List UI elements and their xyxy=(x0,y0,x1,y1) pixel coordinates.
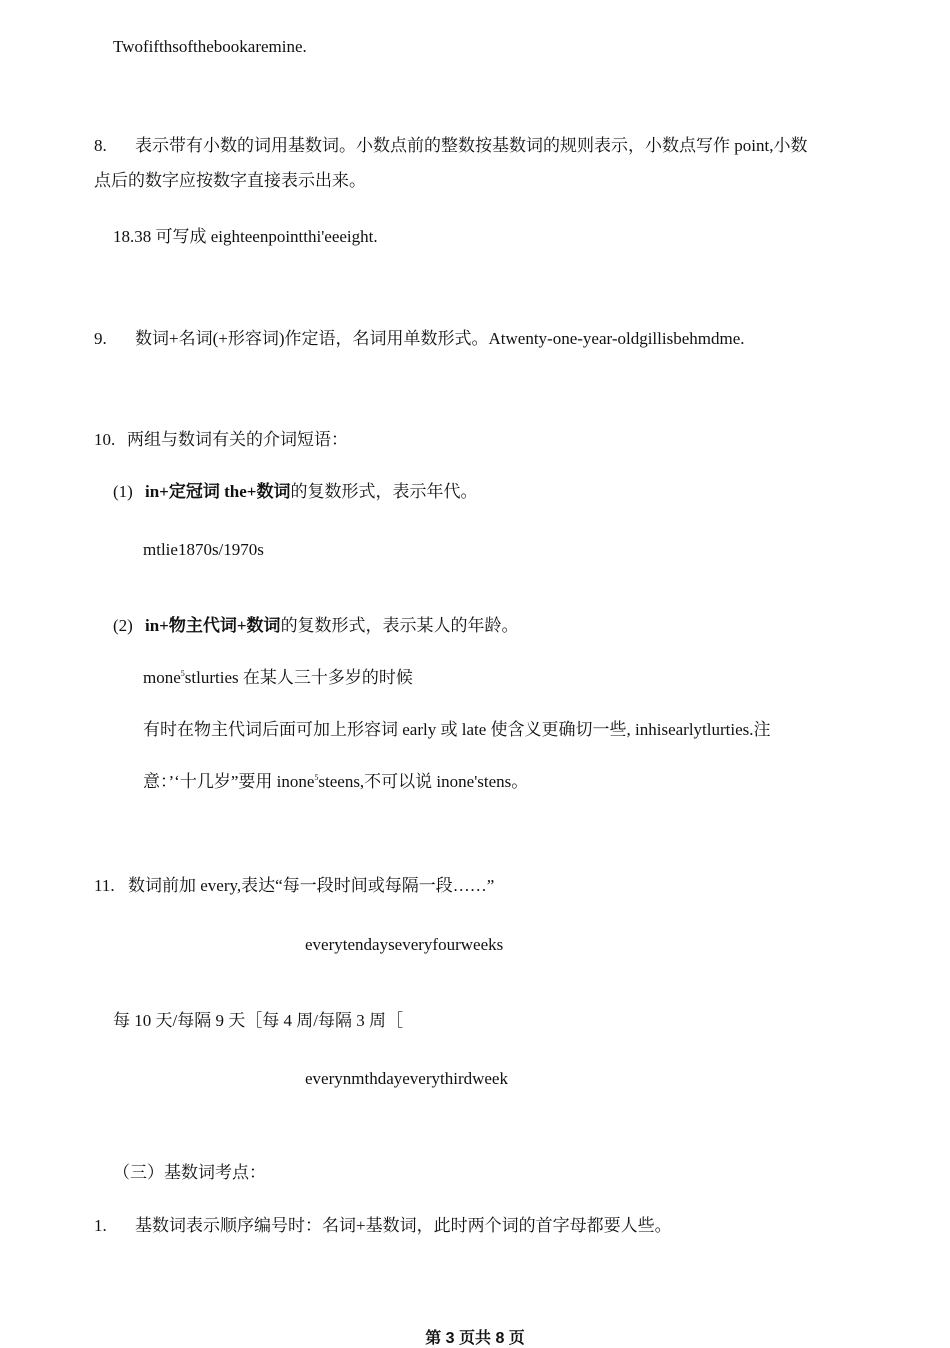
rule-text: 表示带有小数的词用基数词。小数点前的整数按基数词的规则表示，小数点写作 point,小数 xyxy=(135,136,808,155)
rule-8-continuation xyxy=(94,170,366,192)
sub-rule-2 xyxy=(113,615,519,637)
bold-phrase: in+物主代词+数词 xyxy=(145,616,281,635)
rule-number: 8. xyxy=(94,136,107,155)
rule-text: 两组与数词有关的介词短语： xyxy=(127,430,348,449)
rule-text: 数词前加 every,表达“每一段时间或每隔一段……” xyxy=(128,876,495,895)
example-sentence-fractions xyxy=(113,36,307,58)
section-heading xyxy=(113,1162,266,1184)
rule-8 xyxy=(94,135,807,157)
rule-text: 数词+名词(+形容词)作定语，名词用单数形式。Atwenty-one-year-oldgillisbehmdme. xyxy=(135,329,745,348)
rule-number: 10. xyxy=(94,430,116,449)
heading-text: （三）基数词考点： xyxy=(113,1163,266,1182)
example-every-1 xyxy=(305,934,503,956)
superscript: 5 xyxy=(180,669,185,678)
sub-rule-number: (2) xyxy=(113,616,133,635)
sub-rule-text: 的复数形式，表示年代。 xyxy=(290,482,478,501)
example-every-2 xyxy=(305,1068,508,1090)
text: mtlie1870s/1970s xyxy=(143,540,264,559)
example-decades xyxy=(143,539,264,561)
example-age xyxy=(143,667,413,689)
text: 18.38 可写成 eighteenpointthi'eeeight. xyxy=(113,227,378,246)
sub-rule-number: (1) xyxy=(113,482,133,501)
rule-number: 11. xyxy=(94,876,115,895)
point-number: 1. xyxy=(94,1216,107,1235)
note-teens xyxy=(143,771,528,793)
text: 点后的数字应按数字直接表示出来。 xyxy=(94,171,366,190)
rule-11 xyxy=(94,875,494,897)
page-footer xyxy=(0,1325,950,1348)
bold-phrase: in+定冠词 the+数词 xyxy=(145,482,291,501)
text: 每 10 天/每隔 9 天［每 4 周/每隔 3 周［ xyxy=(113,1011,403,1030)
text: 有时在物主代词后面可加上形容词 early 或 late 使含义更确切一些, inhisearlytlurties.注 xyxy=(143,720,771,739)
text-part: mone xyxy=(143,668,181,687)
sub-rule-text: 的复数形式，表示某人的年龄。 xyxy=(280,616,519,635)
text: everytendayseveryfourweeks xyxy=(305,935,504,954)
text: everynmthdayeverythirdweek xyxy=(305,1069,508,1088)
text-part: stlurties 在某人三十多岁的时候 xyxy=(184,668,413,687)
page-number: 第 3 页共 8 页 xyxy=(425,1330,525,1347)
point-text: 基数词表示顺序编号时：名词+基数词，此时两个词的首字母都要人些。 xyxy=(135,1216,672,1235)
text-part: steens,不可以说 inone'stens。 xyxy=(318,772,529,791)
rule-number: 9. xyxy=(94,329,107,348)
example-decimal xyxy=(113,226,378,248)
rule-9 xyxy=(94,328,745,350)
test-point-1 xyxy=(94,1215,672,1237)
sub-rule-1 xyxy=(113,481,477,503)
text: Twofifthsofthebookaremine. xyxy=(113,37,307,56)
superscript: 5 xyxy=(314,773,319,782)
example-every-translation xyxy=(113,1010,403,1032)
note-early-late xyxy=(143,719,771,741)
text-part: 意：’‘十几岁”要用 inone xyxy=(143,772,315,791)
rule-10 xyxy=(94,429,348,451)
